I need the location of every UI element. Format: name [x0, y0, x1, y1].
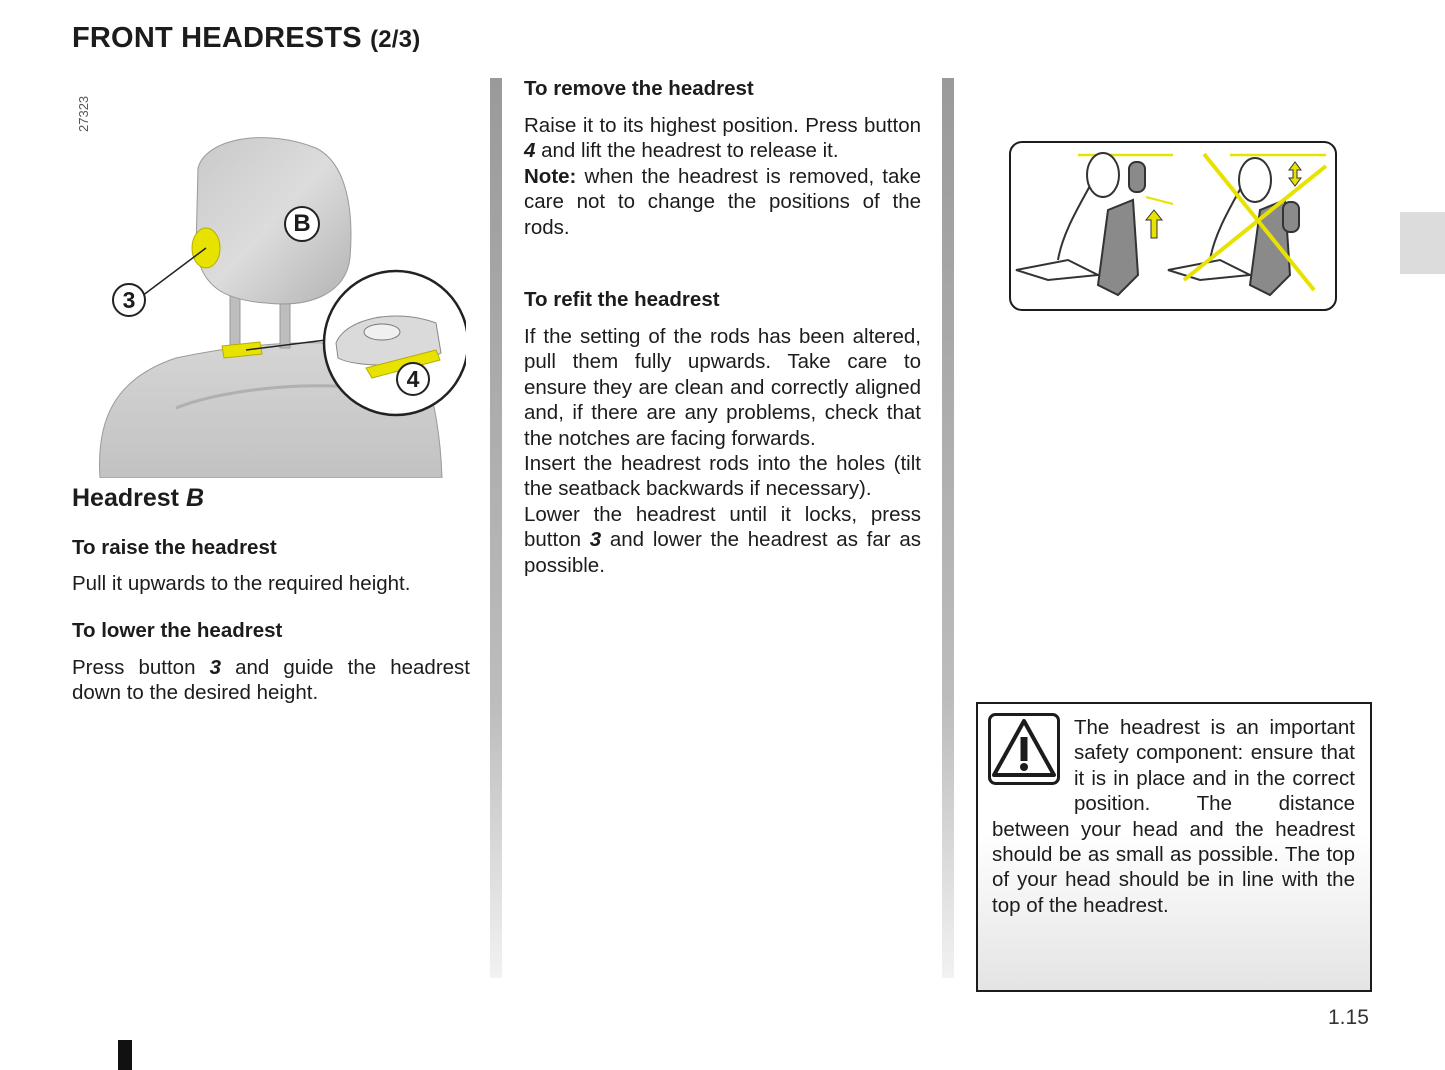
page-number: 1.15 — [1328, 1006, 1369, 1029]
print-mark — [118, 1040, 132, 1070]
heading-letter: B — [185, 484, 205, 512]
note-label: Note: — [524, 164, 577, 188]
figure-code: 27323 — [76, 95, 91, 132]
button-ref-4: 4 — [524, 139, 536, 163]
headrest-position-illustration — [1008, 140, 1338, 312]
headrest-illustration — [96, 128, 466, 478]
lower-heading: To lower the headrest — [72, 619, 283, 642]
callout-b: B — [284, 206, 320, 242]
raise-text: Pull it upwards to the required height. — [72, 572, 411, 595]
page-title: FRONT HEADRESTS (2/3) — [72, 22, 421, 54]
section-heading-headrest: Headrest B — [72, 484, 205, 512]
chapter-tab — [1400, 212, 1445, 274]
button-ref-3: 3 — [589, 528, 602, 552]
column-divider-right — [942, 78, 954, 978]
remove-heading: To remove the headrest — [524, 77, 754, 100]
lower-text: Press button 3 and guide the headrest down to the desired height. — [72, 656, 471, 705]
callout-4: 4 — [396, 362, 430, 396]
raise-heading: To raise the headrest — [72, 536, 277, 559]
warning-text: The headrest is an important safety component: ensure that it is in place and in the correct position. The distance between your head and the headrest should be as small as possible. The top of your head should be in line with the top of the headrest. — [992, 716, 1355, 917]
callout-3: 3 — [112, 283, 146, 317]
page-title-part: (2/3) — [370, 26, 421, 53]
remove-text: Raise it to its highest position. Press button 4 and lift the headrest to release it. Note: when the headrest is removed, take care not to change the positions of the rods. — [524, 114, 921, 239]
button-ref-3: 3 — [209, 656, 221, 679]
column-divider-left — [490, 78, 502, 978]
refit-heading: To refit the headrest — [524, 288, 720, 311]
refit-text: If the setting of the rods has been altered, pull them fully upwards. Take care to ensure they are clean and correctly aligned and, if there are any problems, check that the notches are facing forwards. Insert the headrest rods into the holes (tilt the seatback backwards if necessary). Lower the headrest until it locks, press button 3 and lower the headrest as far as possible. — [524, 325, 921, 577]
